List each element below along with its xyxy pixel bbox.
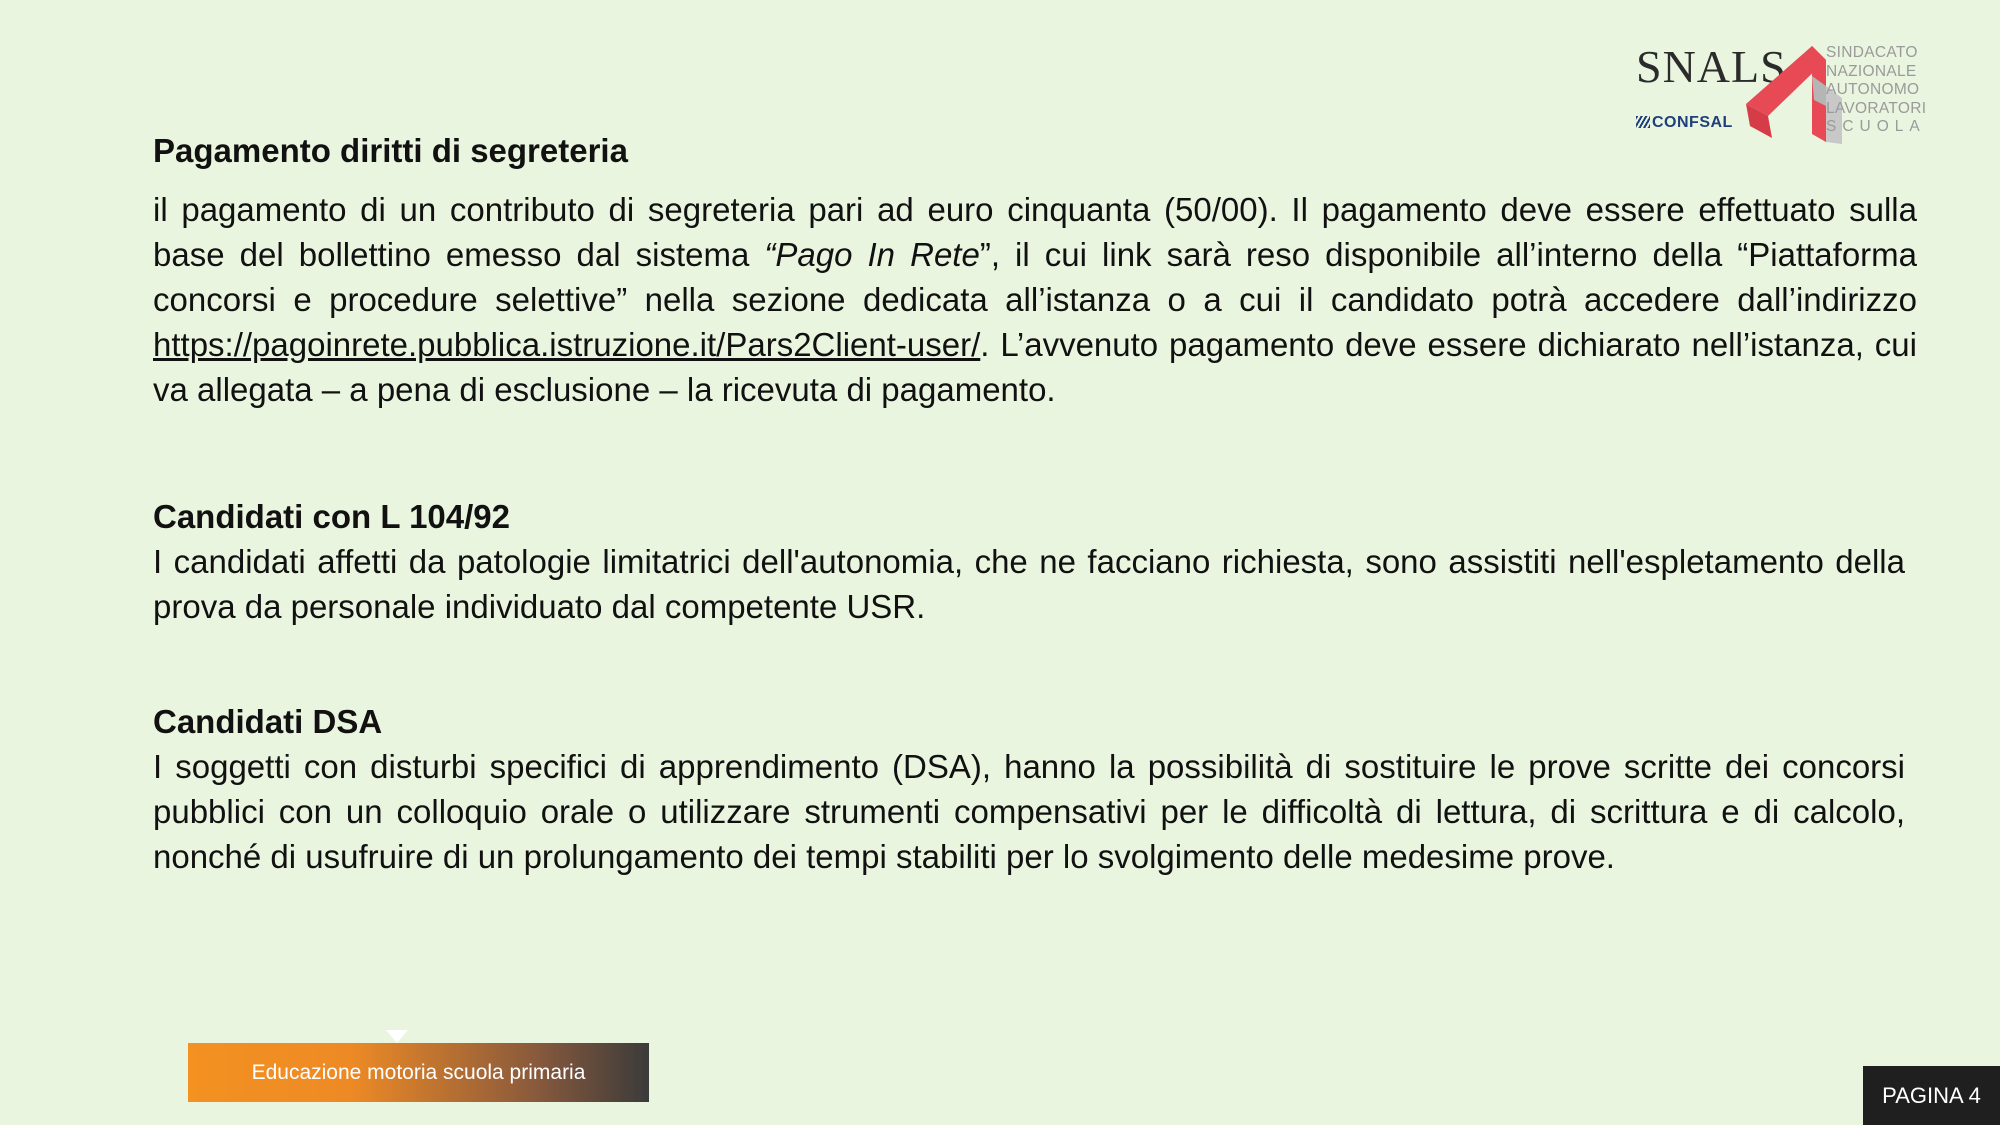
- logo-word: SINDACATO: [1826, 44, 1918, 61]
- logo-word: AUTONOMO: [1826, 81, 1920, 98]
- page-number-badge: PAGINA 4: [1863, 1066, 2000, 1125]
- section-title: Pagamento diritti di segreteria: [153, 132, 628, 169]
- section-dsa: [153, 699, 1905, 879]
- confsal-stripes-icon: [1636, 116, 1650, 128]
- payment-paragraph: [153, 187, 1917, 412]
- logo-word: SCUOLA: [1826, 118, 1926, 135]
- logo-brand: SNALS: [1636, 41, 1787, 92]
- logo-words: [1826, 44, 1926, 137]
- l104-paragraph: I candidati affetti da patologie limitatrici dell'autonomia, che ne facciano richiesta, sono assistiti nell'espletamento della prova da personale individuato dal competente USR.: [153, 543, 1905, 625]
- logo-confsal-label: CONFSAL: [1652, 114, 1733, 131]
- section-l104: [153, 494, 1905, 629]
- logo-word: NAZIONALE: [1826, 62, 1917, 80]
- topic-tag: Educazione motoria scuola primaria: [188, 1043, 649, 1102]
- section-payment: [153, 128, 1917, 412]
- section-title: Candidati con L 104/92: [153, 498, 511, 535]
- section-title: Candidati DSA: [153, 703, 383, 740]
- pagoinrete-link[interactable]: https://pagoinrete.pubblica.istruzione.it/Pars2Client-user/: [153, 326, 981, 363]
- logo-word: LAVORATORI: [1826, 99, 1927, 117]
- pago-in-rete-italic: “Pago In Rete: [764, 236, 980, 273]
- payment-text-2: ”, il cui link sarà reso disponibile all’interno della “Piattaforma concorsi e procedure selettive” nella sezione dedicata all’istanza o a cui il candidato potrà accedere dall’indirizzo: [153, 236, 1917, 318]
- payment-text-3: . L’avvenuto pagamento deve essere dichiarato nell’istanza, cui va allegata – a pena di esclusione – la ricevuta di pagamento.: [153, 326, 1917, 408]
- payment-text-1: il pagamento di un contributo di segreteria pari ad euro cinquanta (50/00). Il pagamento deve essere effettuato sulla base del bollettino emesso dal sistema: [153, 191, 1917, 273]
- dsa-paragraph: I soggetti con disturbi specifici di apprendimento (DSA), hanno la possibilità di sostituire le prove scritte dei concorsi pubblici con un colloquio orale o utilizzare strumenti compensativi per le difficoltà di lettura, di scrittura e di calcolo, nonché di usufruire di un prolungamento dei tempi stabiliti per lo svolgimento delle medesime prove.: [153, 748, 1905, 875]
- tag-notch-icon: [386, 1030, 408, 1043]
